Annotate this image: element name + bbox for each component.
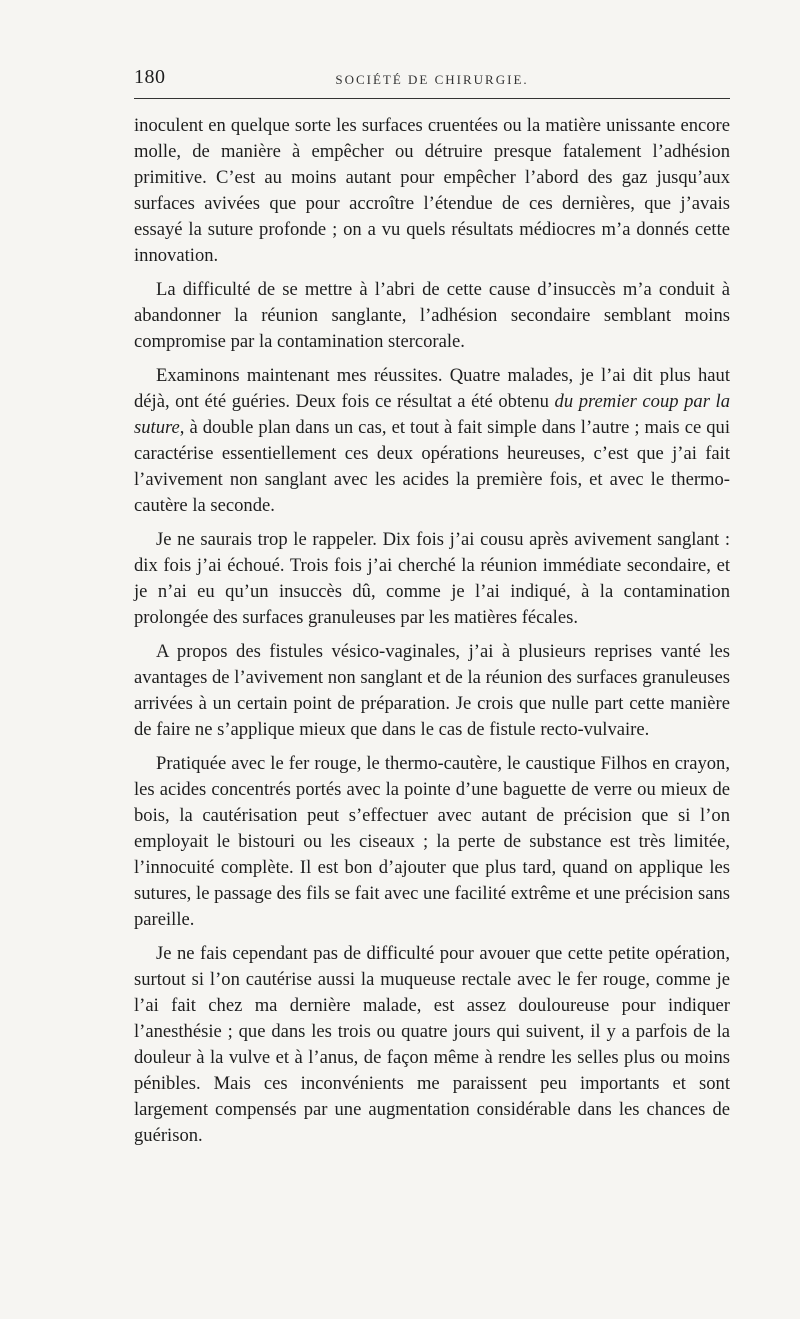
paragraph: Pratiquée avec le fer rouge, le thermo-cautère, le caustique Filhos en crayon, les acides concentrés portés avec la pointe d’une baguette de verre ou mieux de bois, la cautérisation peut s’effectuer avec autant de précision que si l’on employait le bistouri ou les ciseaux ; la perte de substance est très limitée, l’innocuité complète. Il est bon d’ajouter que plus tard, quand on applique les sutures, le passage des fils se fait avec une facilité extrême et une précision sans pareille. bbox=[134, 753, 730, 930]
page-number: 180 bbox=[134, 66, 166, 88]
paragraph: inoculent en quelque sorte les surfaces cruentées ou la matière unissante encore molle, de manière à empêcher ou détruire presque fatalement l’adhésion primitive. C’est au moins autant pour empêcher l’abord des gaz jusqu’aux surfaces avivées que pour accroître l’étendue de ces dernières, que j’avais essayé la suture profonde ; on a vu quels résultats médiocres m’a donnés cette innovation. bbox=[134, 115, 730, 266]
paragraph: Je ne saurais trop le rappeler. Dix fois j’ai cousu après avivement sanglant : dix fois j’ai échoué. Trois fois j’ai cherché la réunion immédiate secondaire, et je n’ai eu qu’un insuccès dû, comme je l’ai indiqué, à la contamination prolongée des surfaces granuleuses par les matières fécales. bbox=[134, 529, 730, 628]
paragraph bbox=[134, 363, 730, 519]
body-text bbox=[134, 113, 730, 1157]
header-rule bbox=[134, 98, 730, 99]
running-header bbox=[134, 62, 730, 94]
running-title: SOCIÉTÉ DE CHIRURGIE. bbox=[335, 72, 529, 87]
paragraph: Je ne fais cependant pas de difficulté pour avouer que cette petite opération, surtout si l’on cautérise aussi la muqueuse rectale avec le fer rouge, comme je l’ai fait chez ma dernière malade, est assez douloureuse pour indiquer l’anesthésie ; que dans les trois ou quatre jours qui suivent, il y a parfois de la douleur à la vulve et à l’anus, de façon même à rendre les selles plus ou moins pénibles. Mais ces inconvénients me paraissent peu importants et sont largement compensés par une augmentation considérable dans les chances de guérison. bbox=[134, 943, 730, 1146]
paragraph-text: Examinons maintenant mes réussites. Quatre malades, je l’ai dit plus haut déjà, ont été guéries. Deux fois ce résultat a été obtenu bbox=[134, 365, 730, 412]
italic-phrase: du premier coup par la suture bbox=[134, 391, 730, 438]
paragraph: La difficulté de se mettre à l’abri de cette cause d’insuccès m’a conduit à abandonner la réunion sanglante, l’adhésion secondaire semblant moins compromise par la contamination stercorale. bbox=[134, 279, 730, 352]
paragraph: A propos des fistules vésico-vaginales, j’ai à plusieurs reprises vanté les avantages de l’avivement non sanglant et de la réunion des surfaces granuleuses arrivées à un certain point de préparation. Je crois que nulle part cette manière de faire ne s’applique mieux que dans le cas de fistule recto-vulvaire. bbox=[134, 641, 730, 740]
paragraph-text: , à double plan dans un cas, et tout à fait simple dans l’autre ; mais ce qui caractérise essentiellement ces deux opérations heureuses, c’est que j’ai fait l’avivement non sanglant avec les acides la première fois, et avec le thermo-cautère la seconde. bbox=[134, 417, 730, 516]
